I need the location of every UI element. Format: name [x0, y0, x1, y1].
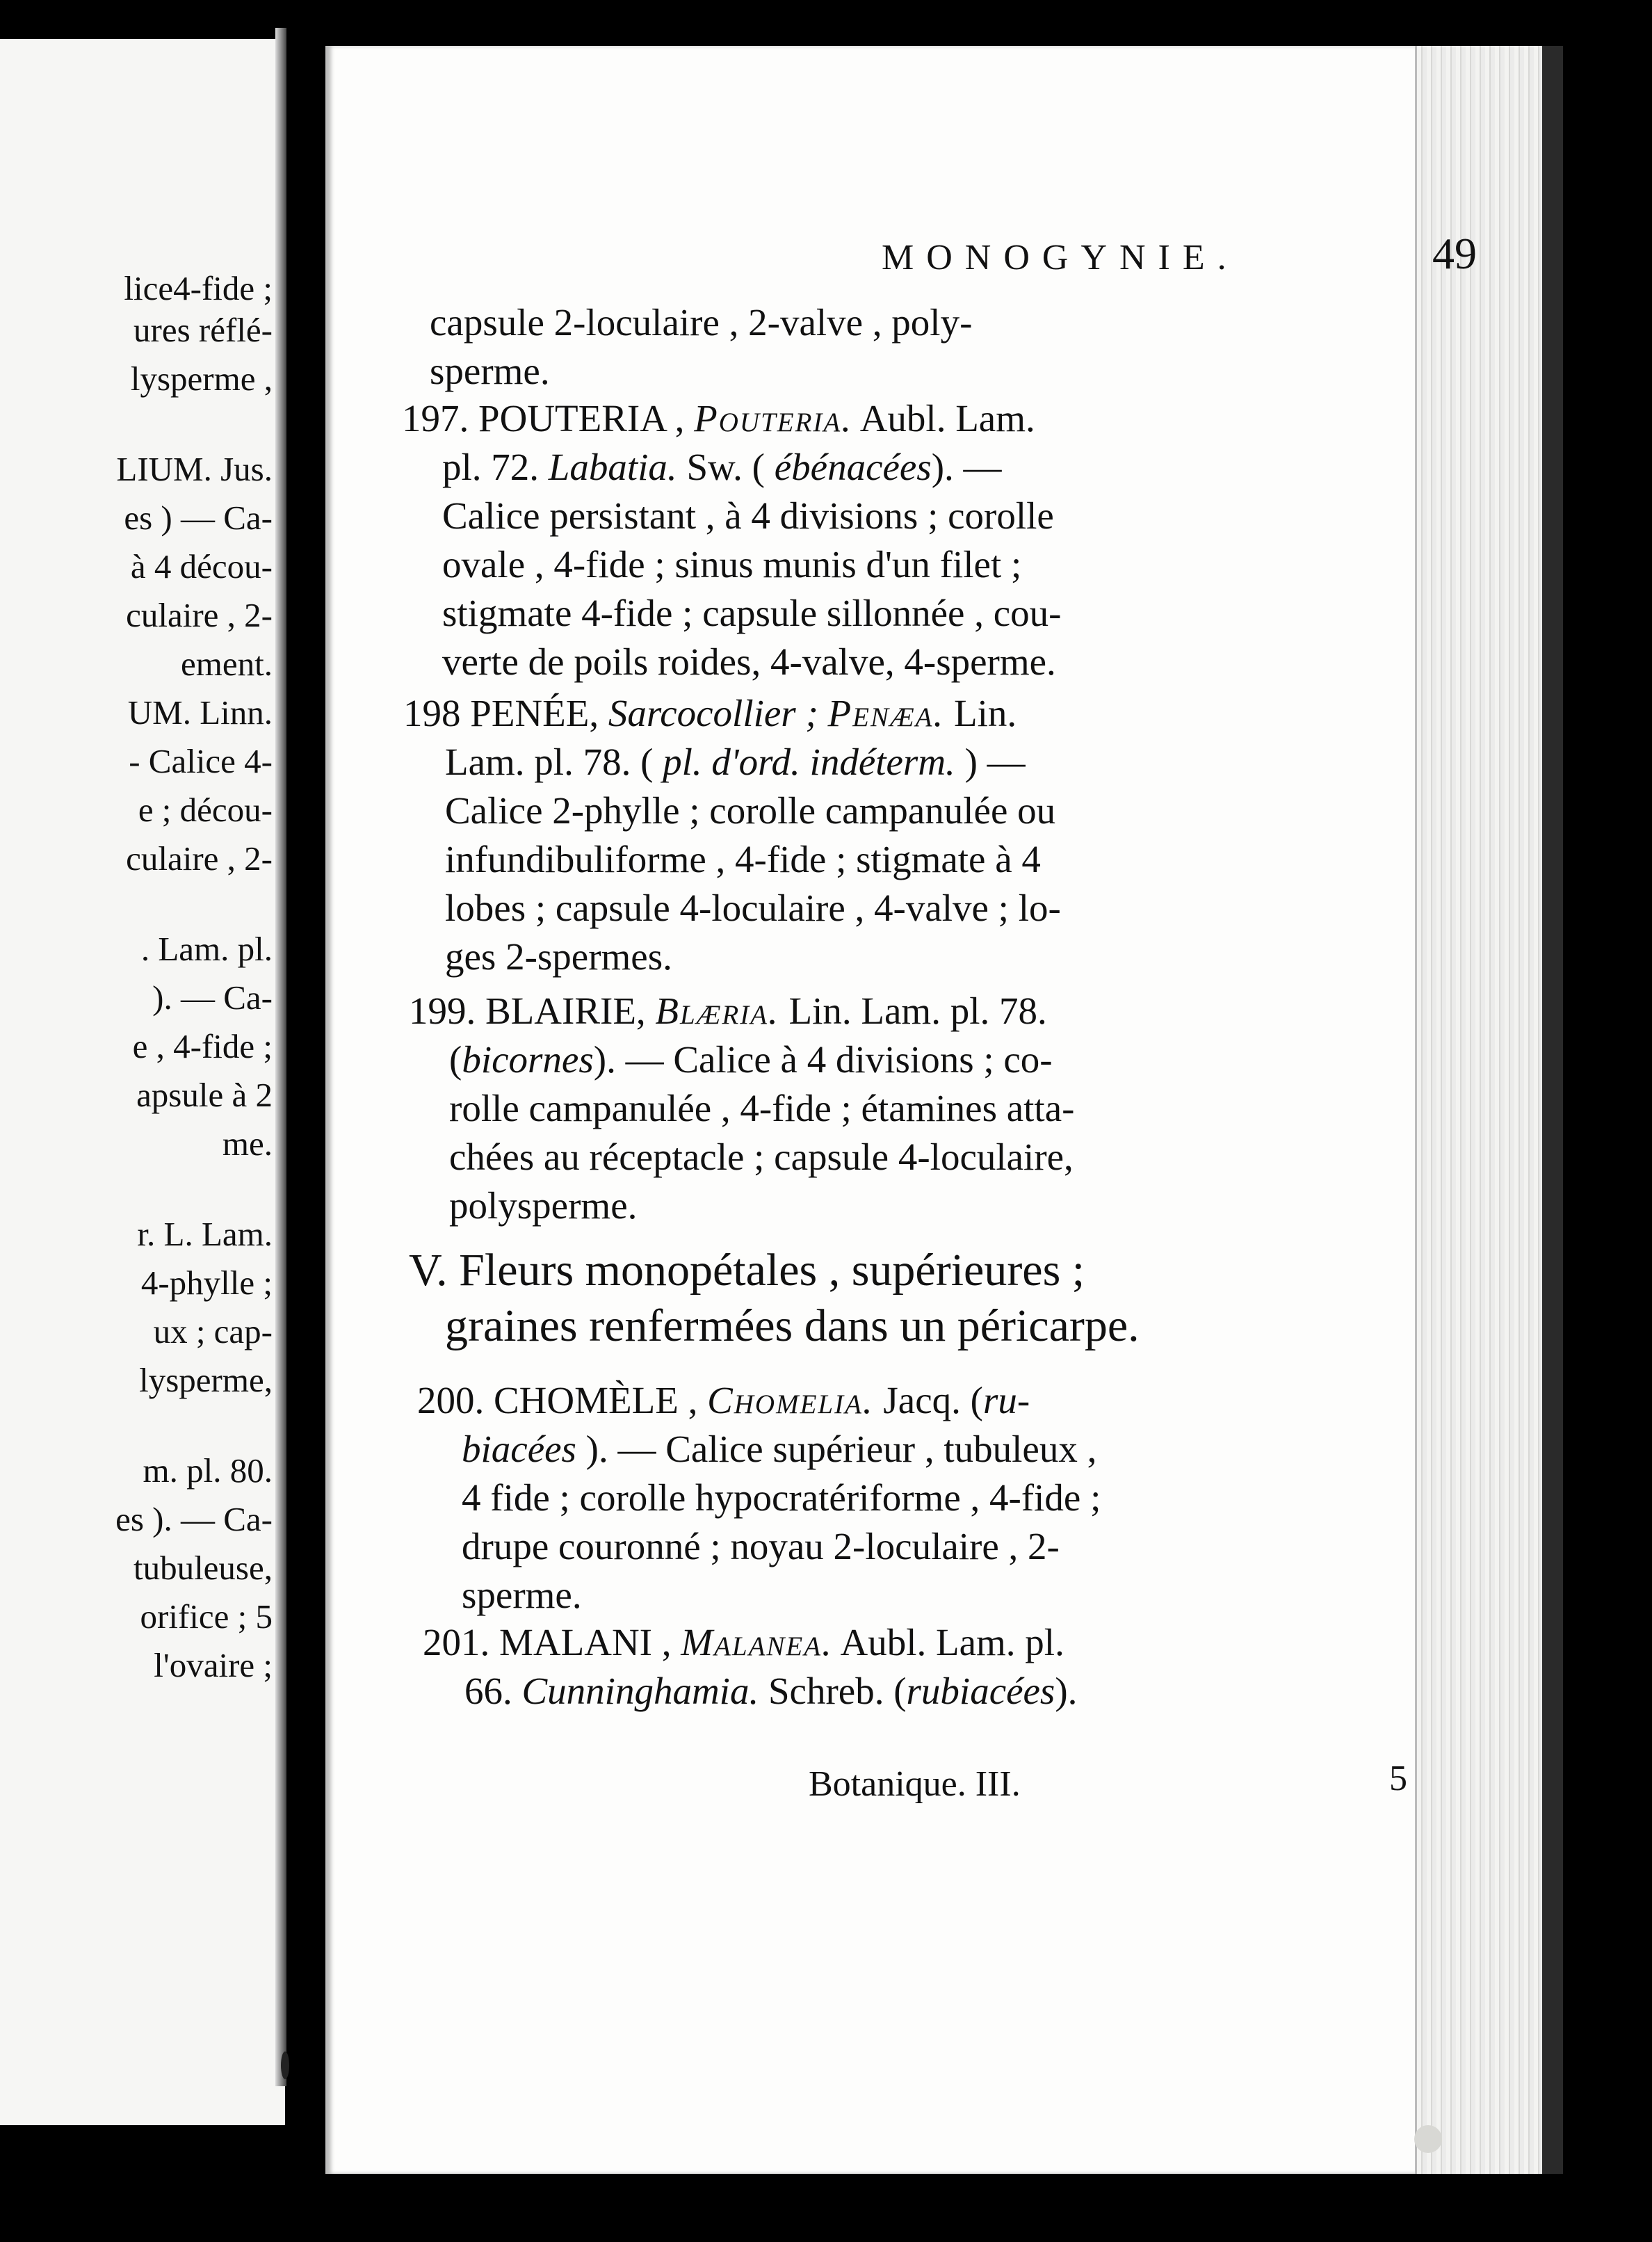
text-line: sperme.	[462, 1574, 582, 1616]
family-name: ébénacées	[774, 446, 932, 488]
text-line: drupe couronné ; noyau 2-loculaire , 2-	[462, 1525, 1060, 1567]
entry-201-line-1	[423, 1623, 1064, 1661]
left-page-line: culaire , 2-	[126, 596, 273, 634]
latin-name: Pouteria.	[694, 397, 852, 439]
genus-name: POUTERIA ,	[478, 397, 685, 439]
entry-199-line-1	[409, 992, 1047, 1030]
left-page-line: lice4-fide ;	[124, 269, 273, 307]
citation: Aubl. Lam.	[859, 397, 1035, 439]
left-page-line: lysperme,	[139, 1361, 273, 1399]
left-page-line: e ; décou-	[138, 791, 273, 829]
left-page-line: e , 4-fide ;	[132, 1027, 273, 1065]
text-line: Calice 2-phylle ; corolle campanulée ou	[445, 789, 1056, 832]
text-line: chées au réceptacle ; capsule 4-loculaire,	[449, 1136, 1074, 1178]
text-line: sperme.	[430, 350, 550, 392]
latin-name: Malanea.	[681, 1621, 833, 1663]
text-line: rolle campanulée , 4-fide ; étamines atta-	[449, 1087, 1075, 1129]
citation: Lam. pl. 78. (	[445, 741, 654, 783]
left-page-line: ures réflé-	[133, 311, 273, 349]
text-line: stigmate 4-fide ; capsule sillonnée , cou-	[442, 592, 1062, 634]
punctuation: (	[449, 1038, 462, 1081]
section-heading-line-1: V. Fleurs monopétales , supérieures ;	[409, 1245, 1085, 1296]
footer-signature: Botanique. III.	[809, 1764, 1021, 1804]
entry-200-line-1	[417, 1381, 1030, 1419]
latin-name: Penæa.	[827, 692, 945, 734]
left-page-line: ). — Ca-	[152, 978, 273, 1017]
left-page-line: culaire , 2-	[126, 839, 273, 878]
text-line: 4 fide ; corolle hypocratériforme , 4-fide ;	[462, 1476, 1101, 1519]
book-edge-shadow	[1542, 46, 1563, 2174]
entry-number: 201.	[423, 1621, 490, 1663]
synonym: Labatia.	[548, 446, 677, 488]
text-line: capsule 2-loculaire , 2-valve , poly-	[430, 301, 973, 344]
left-page-line: m. pl. 80.	[143, 1451, 273, 1490]
citation: Sw. (	[686, 446, 765, 488]
left-page-line: tubuleuse,	[133, 1549, 273, 1587]
text-run: ). — Calice supérieur , tubuleux ,	[585, 1428, 1097, 1470]
genus-name: PENÉE,	[470, 692, 599, 734]
synonym: Cunninghamia.	[521, 1670, 759, 1712]
genus-name: BLAIRIE,	[485, 990, 646, 1032]
text-run: ). — Calice à 4 divisions ; co-	[593, 1038, 1053, 1081]
citation: Schreb. (	[768, 1670, 907, 1712]
footer-gathering-number: 5	[1389, 1759, 1407, 1798]
entry-number: 199.	[409, 990, 476, 1032]
entry-200-line-2	[462, 1430, 1096, 1468]
entry-number: 200.	[417, 1379, 485, 1421]
left-page-line: es ) — Ca-	[124, 499, 273, 537]
latin-name: Blæria.	[655, 990, 779, 1032]
left-page-line: l'ovaire ;	[154, 1646, 273, 1684]
left-page-line: ement.	[181, 645, 273, 683]
ink-speck	[281, 2051, 289, 2079]
section-heading-line-2: graines renfermées dans un péricarpe.	[445, 1300, 1140, 1351]
citation: Lin. Lam. pl. 78.	[788, 990, 1047, 1032]
left-page-line: à 4 décou-	[130, 547, 273, 586]
book-gutter	[275, 28, 286, 2086]
left-page-line: es ). — Ca-	[115, 1500, 273, 1538]
punctuation: ). —	[931, 446, 1002, 488]
family-name: pl. d'ord. indéterm.	[663, 741, 955, 783]
citation: Aubl. Lam. pl.	[840, 1621, 1064, 1663]
genus-name: CHOMÈLE ,	[494, 1379, 698, 1421]
text-line: lobes ; capsule 4-loculaire , 4-valve ; lo-	[445, 887, 1061, 929]
family-name: rubiacées	[906, 1670, 1055, 1712]
family-name: biacées	[462, 1428, 576, 1470]
text-line: infundibuliforme , 4-fide ; stigmate à 4	[445, 838, 1041, 880]
punctuation: ) —	[964, 741, 1026, 783]
running-head: MONOGYNIE.	[882, 238, 1239, 277]
entry-199-line-2	[449, 1040, 1053, 1079]
common-name: Sarcocollier ;	[608, 692, 818, 734]
entry-198-line-2	[445, 743, 1026, 781]
text-line: Calice persistant , à 4 divisions ; corolle	[442, 494, 1054, 537]
entry-201-line-2	[464, 1672, 1077, 1710]
text-line: ges 2-spermes.	[445, 935, 672, 978]
entry-number: 197.	[402, 397, 469, 439]
latin-name: Chomelia.	[707, 1379, 874, 1421]
punctuation: ).	[1055, 1670, 1078, 1712]
paper-blemish	[1414, 2125, 1442, 2153]
left-page	[0, 39, 285, 2125]
left-page-line: lysperme ,	[130, 360, 273, 398]
genus-name: MALANI ,	[499, 1621, 672, 1663]
left-page-line: ux ; cap-	[153, 1312, 273, 1350]
family-name: bicornes	[462, 1038, 594, 1081]
citation: Jacq. (	[883, 1379, 983, 1421]
left-page-line: 4-phylle ;	[140, 1264, 273, 1302]
entry-number: 198	[403, 692, 461, 734]
right-page	[325, 46, 1563, 2174]
left-page-line: LIUM. Jus.	[116, 450, 273, 488]
citation: pl. 72.	[442, 446, 540, 488]
left-page-line: apsule à 2	[136, 1076, 273, 1114]
page-text-block	[325, 46, 1477, 2174]
citation: Lin.	[953, 692, 1017, 734]
family-name: ru-	[982, 1379, 1030, 1421]
entry-197-line-1	[402, 399, 1035, 437]
text-line: verte de poils roides, 4-valve, 4-sperme.	[442, 640, 1056, 683]
left-page-line: r. L. Lam.	[137, 1215, 273, 1253]
text-line: polysperme.	[449, 1184, 638, 1227]
left-page-line: me.	[222, 1124, 273, 1163]
citation: 66.	[464, 1670, 512, 1712]
left-page-line: UM. Linn.	[127, 693, 273, 732]
left-page-line: orifice ; 5	[140, 1597, 273, 1636]
left-page-line: - Calice 4-	[129, 742, 273, 780]
entry-197-line-2	[442, 448, 1002, 486]
page-number: 49	[1432, 229, 1477, 278]
left-page-line: . Lam. pl.	[140, 930, 273, 968]
entry-198-line-1	[403, 694, 1017, 732]
text-line: ovale , 4-fide ; sinus munis d'un filet ;	[442, 543, 1022, 586]
